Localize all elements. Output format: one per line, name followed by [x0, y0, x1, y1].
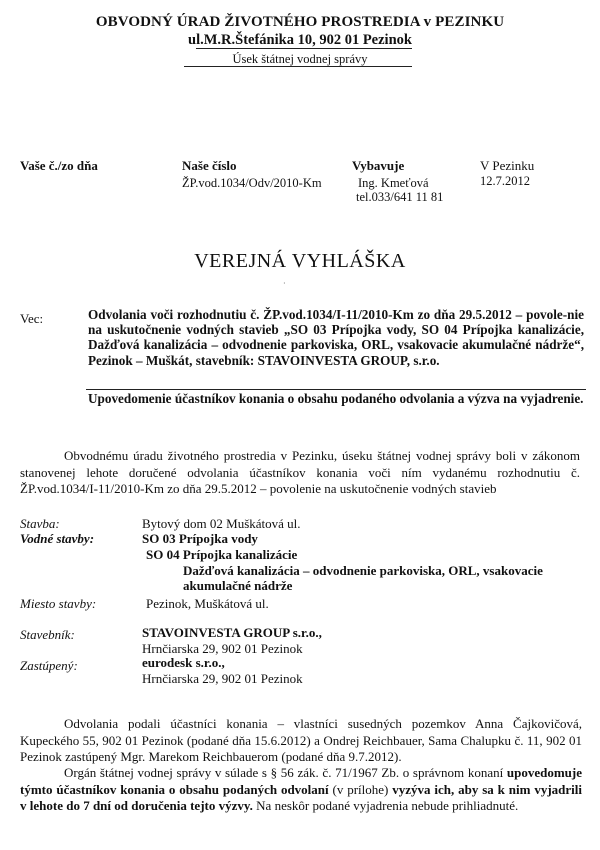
intro-paragraph: Obvodnému úradu životného prostredia v Pezinku, úseku štátnej vodnej správy boli v zákonom stanovenej lehote doručené odvolania účastníkov konania voči ním vydanému rozhodnutiu č. ŽP.vod.1034/I-11/2010-Km zo dňa 29.5.2012 – povolenie na uskutočnenie vodných stavieb — [20, 448, 580, 496]
our-ref-label: Naše číslo — [182, 158, 237, 173]
speck: · — [283, 279, 286, 288]
zastupeny-address: Hrnčiarska 29, 902 01 Pezinok — [142, 671, 303, 686]
place: V Pezinku — [480, 158, 535, 173]
notice-emphasis: vyzýva ich, aby sa k nim vyjadrili v lehote do 7 dní od doručenia tejto výzvy. — [20, 781, 582, 813]
stavebnik-name: STAVOINVESTA GROUP s.r.o., — [142, 625, 322, 640]
miesto-stavby-label: Miesto stavby: — [20, 596, 97, 611]
zastupeny-label: Zastúpený: — [20, 658, 78, 673]
vodne-stavby-item: SO 03 Prípojka vody — [142, 531, 258, 546]
office-name: OBVODNÝ ÚRAD ŽIVOTNÉHO PROSTREDIA v PEZINKU — [95, 14, 505, 30]
handled-by-phone: tel.033/641 11 81 — [356, 190, 444, 204]
subject-divider — [86, 389, 586, 390]
stavebnik-label: Stavebník: — [20, 627, 75, 642]
handled-by-name: Ing. Kmeťová — [358, 176, 429, 190]
your-ref-label: Vaše č./zo dňa — [20, 158, 98, 173]
notice-text: Na neskôr podané vyjadrenia nebude prihliadnuté. — [252, 798, 519, 813]
notice-text: Orgán štátnej vodnej správy v súlade s § 56 zák. č. 71/1967 Zb. o správnom konaní — [64, 765, 507, 780]
stavebnik-address: Hrnčiarska 29, 902 01 Pezinok — [142, 641, 303, 656]
vodne-stavby-item: SO 04 Prípojka kanalizácie — [146, 547, 298, 562]
subject-text: Odvolania voči rozhodnutiu č. ŽP.vod.1034/I-11/2010-Km zo dňa 29.5.2012 – povole-nie na uskutočnenie vodných stavieb „SO 03 Prípojka vody, SO 04 Prípojka kanalizácie, Dažďová kanalizácia – odvodnenie parkoviska, ORL, vsakovacie akumulačné nádrže“, Pezinok – Muškát, stavebník: STAVOINVESTA GROUP, s.r.o. — [88, 307, 584, 368]
handled-by-label: Vybavuje — [352, 158, 405, 173]
notice-emphasis: upovedomuje týmto účastníkov konania o obsahu podaných odvolaní — [20, 765, 582, 797]
stavba-value: Bytový dom 02 Muškátová ul. — [142, 516, 301, 531]
zastupeny-name: eurodesk s.r.o., — [142, 655, 225, 670]
vodne-stavby-label: Vodné stavby: — [20, 531, 95, 546]
vodne-stavby-item: Dažďová kanalizácia – odvodnenie parkoviska, ORL, vsakovacie — [183, 563, 543, 578]
office-section: Úsek štátnej vodnej správy — [232, 52, 368, 66]
miesto-stavby-value: Pezinok, Muškátová ul. — [146, 596, 269, 611]
office-address: ul.M.R.Štefánika 10, 902 01 Pezinok — [188, 32, 412, 48]
notice-text: (v prílohe) — [328, 781, 393, 797]
notice-paragraph — [20, 765, 582, 815]
document-title: VEREJNÁ VYHLÁŠKA — [194, 250, 406, 272]
our-ref-value: ŽP.vod.1034/Odv/2010-Km — [182, 176, 322, 190]
stavba-label: Stavba: — [20, 516, 60, 531]
appeals-paragraph: Odvolania podali účastníci konania – vlastníci susedných pozemkov Anna Čajkovičová, Kupeckého 55, 902 01 Pezinok (podané dňa 15.6.2012) a Ondrej Reichbauer, Sama Chalupku č. 11, 902 01 Pezinok zastúpený Mgr. Marekom Reichbauerom (podané dňa 9.7.2012). — [20, 716, 582, 764]
subject-notice: Upovedomenie účastníkov konania o obsahu podaného odvolania a výzva na vyjadrenie. — [88, 391, 584, 406]
vodne-stavby-item: akumulačné nádrže — [183, 578, 293, 593]
subject-label: Vec: — [20, 311, 44, 326]
date: 12.7.2012 — [480, 174, 530, 188]
